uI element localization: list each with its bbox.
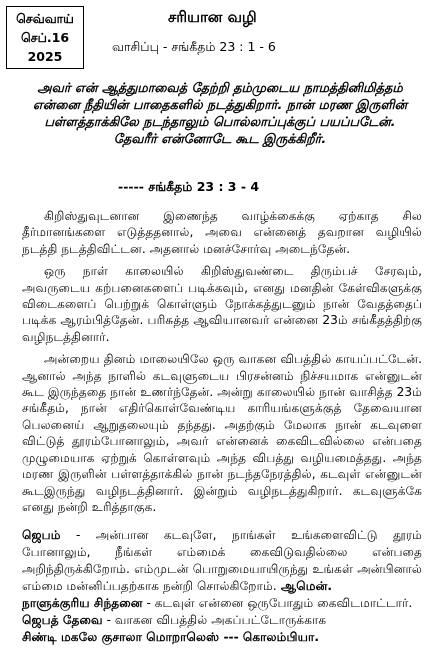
key-verse-reference: ----- சங்கீதம் 23 : 3 - 4 [118, 179, 260, 194]
page-title: சரியான வழி [168, 8, 257, 26]
reading-reference: வாசிப்பு - சங்கீதம் 23 : 1 - 6 [112, 39, 276, 54]
prayer-need [22, 612, 422, 629]
need-text: - வாகன விபத்தில் அகப்பட்டோருக்காக [102, 613, 327, 627]
prayer [22, 527, 422, 595]
need-label: ஜெபத் தேவை [22, 613, 103, 627]
date-box [6, 6, 84, 69]
devotional-footer [22, 527, 422, 646]
prayer-amen: ஆமென். [276, 579, 333, 593]
thought-text: - கடவுள் என்னை ஒருபோதும் கைவிடமாட்டார். [142, 596, 413, 610]
body-paragraph-1: கிறிஸ்துவுடனான இணைந்த வாழ்க்கைக்கு ஏற்காத சில தீர்மானங்களை எடுத்ததனால், அவை என்னைத் தவறான வழியில் நடத்தி நடத்திவிட்டன. அதனால் மனச்சோர்வு அடைந்தேன். [22, 209, 422, 256]
devotional-body [22, 208, 422, 515]
prayer-label: ஜெபம் [22, 528, 61, 542]
key-verse: அவர் என் ஆத்துமாவைத் தேற்றி தம்முடைய நாமத்தினிமித்தம் என்னை நீதியின் பாதைகளில் நடத்துகிறார். நான் மரண இருளின் பள்ளத்தாக்கிலே நடந்தாலும் பொல்லாப்புக்குப் பயப்படேன். தேவரீர் என்னோடே கூட இருக்கிறீர். [32, 81, 408, 147]
prayer-text: - அன்பான கடவுளே, நாங்கள் உங்களைவிட்டு தூரம் போனாலும், நீங்கள் எம்மைக் கைவிடுவதில்லை என்பதை அறிந்திருக்கிறோம். எம்முடன் பொறுமையாயிருந்து உங்கள் அன்பினால் எம்மை மன்னிப்பதற்காக நன்றி சொல்கிறோம். [22, 528, 422, 593]
thought-label: நாளுக்குரிய சிந்தனை [22, 596, 143, 610]
author-line: சிண்டி மகலே குசாலா மொறாலெஸ் --- கொலம்பியா. [22, 630, 320, 644]
date-weekday: செவ்வாய் [16, 10, 74, 26]
daily-thought [22, 595, 422, 612]
body-paragraph-2: ஒரு நாள் காலையில் கிறிஸ்துவண்டை திரும்பச் சேரவும், அவருடைய கற்பனைகளைப் படிக்கவும், எனது மனதின் கேள்விகளுக்கு விடைகளைப் பெற்றுக் கொள்ளும் நோக்கத்துடனும் நான் வேதத்தைப் படிக்க ஆரம்பித்தேன். பரிசுத்த ஆவியானவர் என்னை 23ம் சங்கீதத்திற்கு வழிநடத்தினார். [22, 264, 422, 344]
date-year: 2025 [27, 48, 63, 64]
date-day-month: செப்.16 [20, 29, 70, 45]
body-paragraph-3: அன்றைய தினம் மாலையிலே ஒரு வாகன விபத்தில் காயப்பட்டேன். ஆனால் அந்த நாளில் கடவுளுடைய பிரசன்னம் நிச்சயமாக என்னுடன் கூட இருந்ததை நான் உணர்ந்தேன். அன்று காலையில் நான் வாசித்த 23ம் சங்கீதம், நான் எதிர்கொள்வேண்டிய காரியங்களுக்குத் தேவையான பெலனைய் ஆறுதலையும் தந்தது. அதற்கும் மேலாக நான் கடவுளை விட்டுத் தூரம்போனாலும், அவர் என்னைக் கைவிடவில்லை என்பதை முழுமையாக ஏற்றுக் கொள்ளவும் அந்த விபத்து வழியமைத்தது. அந்த மரண இருளின் பள்ளத்தாக்கில் நான் நடந்தநேரத்தில், கடவுள் என்னுடன் கூடஇருந்து வழிநடத்தினார். இன்றும் வழிநடத்துகிறார். கடவுளுக்கே எனது நன்றி உரித்தாகுக. [22, 352, 422, 514]
